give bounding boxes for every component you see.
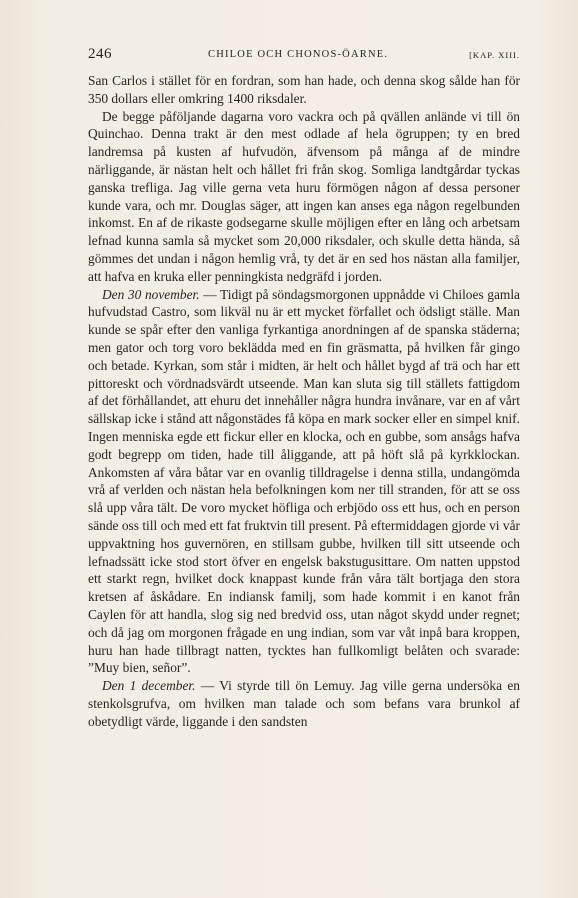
paragraph-text: San Carlos i stället för en fordran, som han hade, och denna skog sålde han för 350 dollars eller omkring 1400 riksdaler.: [88, 73, 520, 106]
paragraph: [88, 72, 520, 108]
chapter-reference: [KAP. XIII.: [469, 50, 520, 60]
paragraph: [88, 286, 520, 678]
body-text: [88, 72, 520, 730]
paragraph: [88, 108, 520, 286]
paragraph: [88, 677, 520, 730]
paragraph-text: De begge påföljande dagarna voro vackra och på qvällen anlände vi till ön Quinchao. Denna trakt är den mest odlade af hela ögruppen; ty en bred landremsa på kusten af hufvudön, äfvensom på många af de mindre närliggande, är nästan helt och hållet fri från skog. Somliga landtgårdar tyckas ganska trefliga. Jag ville gerna veta huru förmögen någon af dessa personer kunde vara, och mr. Douglas säger, att ingen kan anses ega någon regelbunden inkomst. En af de rikaste godsegarne skulle möjligen efter en lång och arbetsam lefnad kunna samla så mycket som 20,000 riksdaler, och skulle detta hända, så gömmes det undan i någon hemlig vrå, ty det är en sed hos nästan alla familjer, att hafva en kruka eller penningkista nedgräfd i jorden.: [88, 108, 520, 284]
running-title: CHILOE OCH CHONOS-ÖARNE.: [208, 49, 389, 60]
page-number: 246: [88, 46, 112, 62]
running-header: [88, 46, 520, 66]
date-heading: Den 30 november.: [102, 286, 200, 302]
paragraph-text: — Vi styrde till ön Lemuy. Jag ville gerna undersöka en stenkolsgrufva, om hvilken man talade och som befans vara brunkol af obetydligt värde, liggande i den sandsten: [88, 678, 520, 729]
date-heading: Den 1 december.: [102, 678, 196, 694]
paragraph-text: — Tidigt på söndagsmorgonen uppnådde vi Chiloes gamla hufvudstad Castro, som likväl nu är ett mycket förfallet och ödsligt ställe. Man kunde se spår efter den vanliga fyrkantiga anordningen af de spanska städerna; men gator och torg voro beklädda med en fin gräsmatta, på hvilken får gingo och betade. Kyrkan, som står i midten, är helt och hållet bygd af trä och har ett pittoreskt och vördnadsvärdt utseende. Man kan sluta sig till ställets fattigdom af det förhållandet, att ehuru det innehåller några hundra invånare, var en af vårt sällskap icke i stånd att någonstädes få köpa en mark socker eller en simpel knif. Ingen menniska egde ett fickur eller en klocka, och en gubbe, som ansågs hafva godt begrepp om tiden, hade till åliggande, att på höft slå på kyrkklockan. Ankomsten af våra båtar var en ovanlig tilldragelse i denna stilla, undangömda vrå af verlden och nästan hela befolkningen kom ner till stranden, för att se oss slå upp våra tält. De voro mycket höfliga och erbjödo oss ett hus, och en person sände oss till och med ett fat fruktvin till present. På eftermiddagen gjorde vi vår uppvaktning hos guvernören, en stillsam gubbe, hvilken till sitt utseende och lefnadssätt icke stod stort öfver en engelsk bakstugusittare. Om natten uppstod ett starkt regn, hvilket dock knappast kunde från våra tält bortjaga den stora kretsen af åskådare. En indiansk familj, som hade kommit i en kanot från Caylen för att handla, slog sig ned bredvid oss, utan något skydd under regnet; och då jag om morgonen frågade en ung indian, som var våt inpå bara kroppen, huru han hade tillbragt natten, tycktes han fullkomligt belåten och svarade: ”Muy bien, señor”.: [88, 286, 521, 676]
